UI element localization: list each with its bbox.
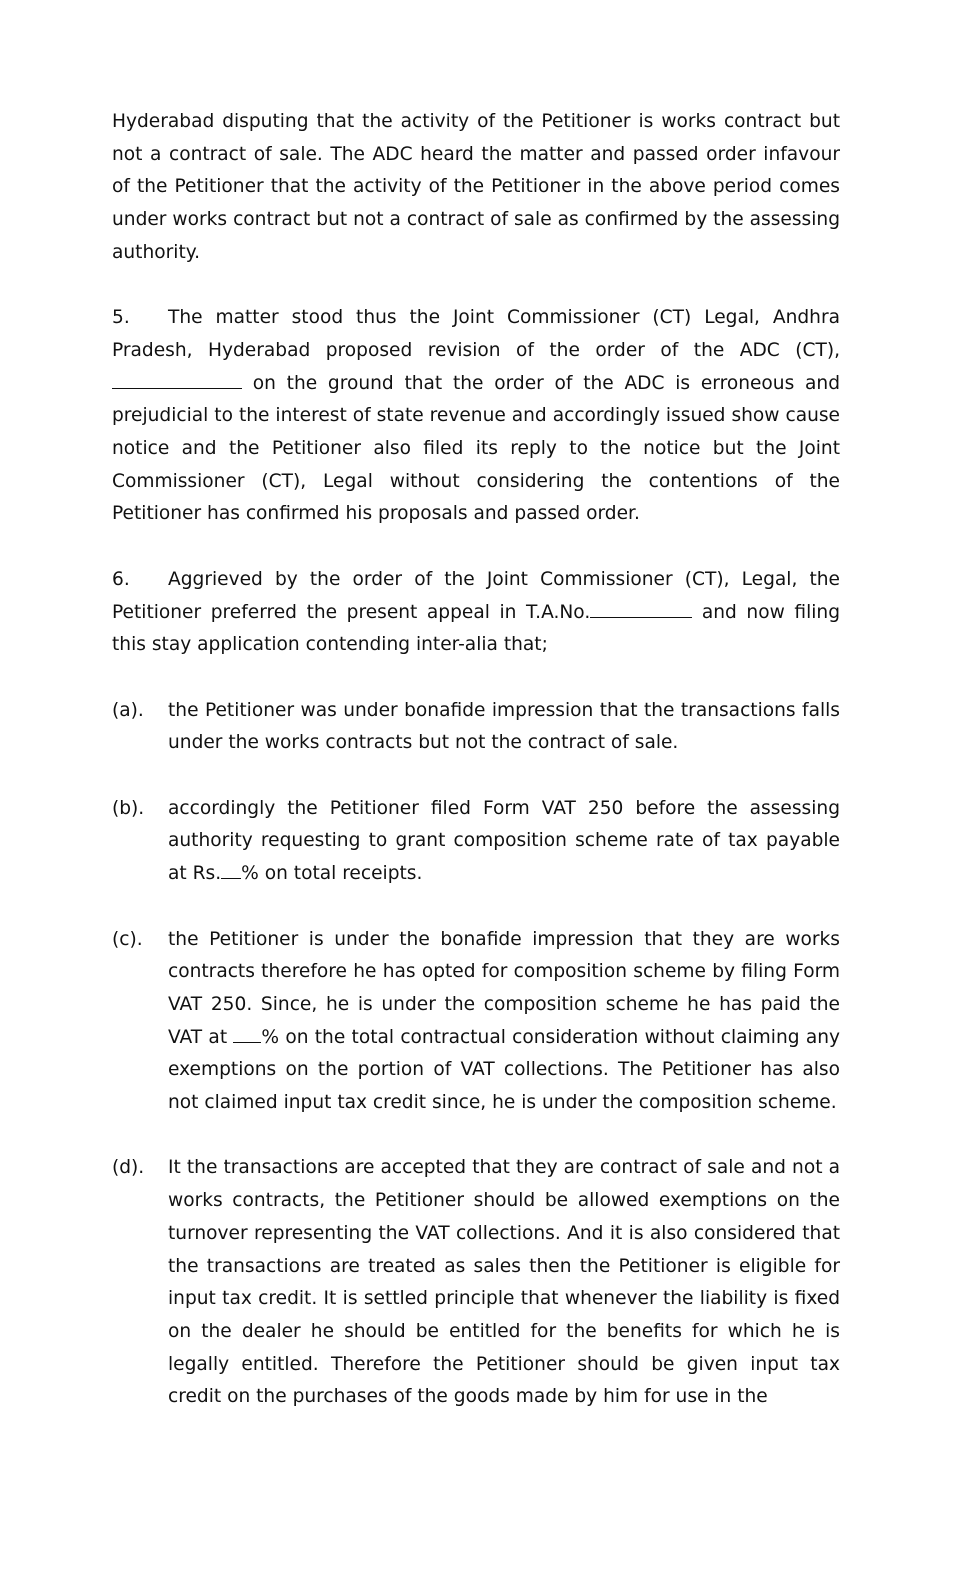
paragraph-number: 6. <box>112 568 130 590</box>
sub-item-label: (c). <box>112 928 143 950</box>
sub-item-a <box>112 695 840 760</box>
sub-item-b-text-before: accordingly the Petitioner filed Form VAT 250 before the assessing authority requesting to grant composition scheme rate of tax payable at Rs. <box>168 797 840 885</box>
document-page <box>112 106 840 1447</box>
paragraph-5-text-before: The matter stood thus the Joint Commissioner (CT) Legal, Andhra Pradesh, Hyderabad proposed revision of the order of the ADC (CT), <box>112 307 840 361</box>
sub-item-b <box>112 793 840 891</box>
paragraph-6 <box>112 564 840 662</box>
paragraph-4-continued: Hyderabad disputing that the activity of the Petitioner is works contract but not a contract of sale. The ADC heard the matter and passed order infavour of the Petitioner that the activity of the Petitioner in the above period comes under works contract but not a contract of sale as confirmed by the assessing authority. <box>112 111 840 263</box>
fill-in-blank <box>590 599 692 618</box>
paragraph-6-text-after: and now filing this stay application contending inter-alia that; <box>112 601 840 656</box>
fill-in-blank <box>112 370 242 389</box>
sub-item-c-text-before: the Petitioner is under the bonafide impression that they are works contracts therefore he has opted for composition scheme by filing Form VAT 250. Since, he is under the composition scheme he has paid the VAT at <box>168 928 840 1048</box>
sub-item-label: (a). <box>112 699 144 721</box>
paragraph-5 <box>112 302 840 531</box>
sub-item-text: the Petitioner was under bonafide impression that the transactions falls under the works contracts but not the contract of sale. <box>168 699 840 754</box>
sub-item-d <box>112 1152 840 1414</box>
sub-item-c <box>112 924 840 1120</box>
paragraph-6-text-before: Aggrieved by the order of the Joint Commissioner (CT), Legal, the Petitioner preferred the present appeal in T.A.No. <box>112 568 840 623</box>
sub-item-label: (b). <box>112 797 145 819</box>
fill-in-blank <box>233 1024 261 1043</box>
sub-item-text <box>168 793 840 891</box>
fill-in-blank <box>221 860 241 879</box>
sub-item-b-text-after: % on total receipts. <box>241 863 423 885</box>
paragraph-5-text-after: on the ground that the order of the ADC is erroneous and prejudicial to the interest of state revenue and accordingly issued show cause notice and the Petitioner also filed its reply to the notice but the Joint Commissioner (CT), Legal without considering the contentions of the Petitioner has confirmed his proposals and passed order. <box>112 372 840 525</box>
sub-item-text <box>168 924 840 1120</box>
paragraph-number: 5. <box>112 307 130 329</box>
sub-item-label: (d). <box>112 1157 145 1179</box>
sub-item-text: It the transactions are accepted that they are contract of sale and not a works contracts, the Petitioner should be allowed exemptions on the turnover representing the VAT collections. And it is also considered that the transactions are treated as sales then the Petitioner is eligible for input tax credit. It is settled principle that whenever the liability is fixed on the dealer he should be entitled for the benefits for which he is legally entitled. Therefore the Petitioner should be given input tax credit on the purchases of the goods made by him for use in the <box>168 1157 840 1408</box>
sub-item-c-text-after: % on the total contractual consideration without claiming any exemptions on the portion of VAT collections. The Petitioner has also not claimed input tax credit since, he is under the composition scheme. <box>168 1026 840 1114</box>
